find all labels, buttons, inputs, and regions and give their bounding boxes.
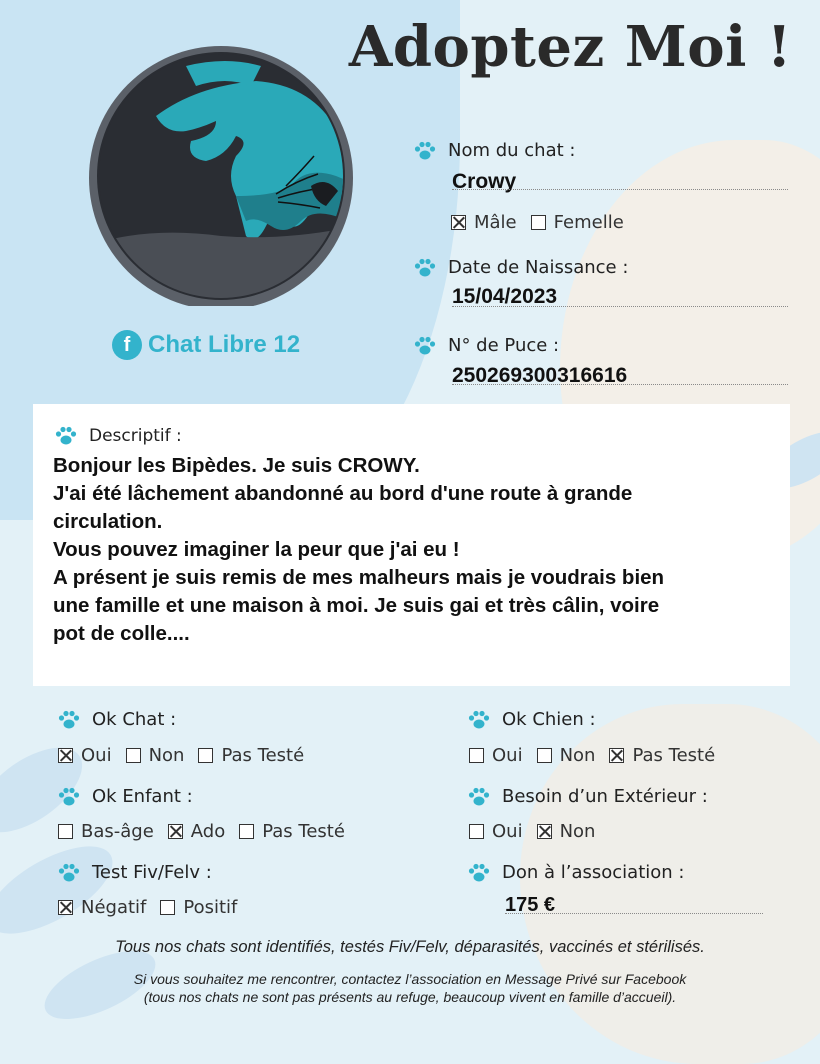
fiv-option-positif[interactable]: Positif bbox=[160, 897, 237, 918]
checkbox-icon[interactable] bbox=[537, 824, 552, 839]
exterieur-option-non[interactable]: Non bbox=[537, 821, 596, 842]
naissance-value: 15/04/2023 bbox=[452, 285, 558, 308]
checkbox-icon[interactable] bbox=[58, 900, 73, 915]
ok-enfant-option-bas-age[interactable]: Bas-âge bbox=[58, 821, 154, 842]
ok-chien-label-row bbox=[468, 709, 596, 730]
descriptif-line: J'ai été lâchement abandonné au bord d'une route à grande bbox=[53, 482, 633, 505]
footer-contact-line: (tous nos chats ne sont pas présents au refuge, beaucoup vivent en famille d’accueil). bbox=[143, 989, 677, 1005]
nom-underline bbox=[452, 189, 788, 190]
checkbox-icon[interactable] bbox=[451, 215, 466, 230]
background-leaf bbox=[0, 829, 126, 951]
ok-chat-options bbox=[58, 745, 310, 766]
ok-chat-option-oui[interactable]: Oui bbox=[58, 745, 112, 766]
checkbox-icon[interactable] bbox=[58, 824, 73, 839]
exterieur-option-oui[interactable]: Oui bbox=[469, 821, 523, 842]
exterieur-options bbox=[469, 821, 601, 842]
descriptif-text bbox=[53, 452, 773, 648]
paw-icon bbox=[58, 863, 80, 883]
footer-contact bbox=[0, 970, 820, 1006]
checkbox-icon[interactable] bbox=[531, 215, 546, 230]
facebook-name: Chat Libre 12 bbox=[148, 331, 301, 358]
paw-icon bbox=[414, 141, 436, 161]
descriptif-line: Vous pouvez imaginer la peur que j'ai eu ! bbox=[53, 538, 460, 561]
fiv-option-negatif[interactable]: Négatif bbox=[58, 897, 146, 918]
ok-chat-option-non[interactable]: Non bbox=[126, 745, 185, 766]
sexe-option-male[interactable]: Mâle bbox=[451, 212, 517, 233]
don-value: 175 € bbox=[505, 894, 556, 916]
ok-enfant-label-row bbox=[58, 786, 193, 807]
exterieur-label-row bbox=[468, 786, 708, 807]
don-underline bbox=[505, 913, 763, 914]
paw-icon bbox=[58, 787, 80, 807]
page-title: Adoptez Moi ! bbox=[348, 14, 792, 80]
paw-icon bbox=[414, 258, 436, 278]
footer-note: Tous nos chats sont identifiés, testés Fiv/Felv, déparasités, vaccinés et stérilisés. bbox=[115, 938, 705, 956]
sexe-options bbox=[451, 212, 630, 233]
paw-icon bbox=[55, 426, 77, 446]
ok-chien-option-non[interactable]: Non bbox=[537, 745, 596, 766]
puce-label-row bbox=[414, 335, 559, 356]
nom-value: Crowy bbox=[452, 170, 517, 193]
descriptif-box bbox=[33, 404, 790, 686]
don-label: Don à l’association : bbox=[502, 862, 685, 883]
descriptif-label: Descriptif : bbox=[89, 426, 182, 446]
fiv-label: Test Fiv/Felv : bbox=[92, 862, 212, 883]
descriptif-line: pot de colle.... bbox=[53, 622, 190, 645]
puce-label: N° de Puce : bbox=[448, 335, 560, 356]
fiv-options bbox=[58, 897, 243, 918]
ok-chat-option-pas-teste[interactable]: Pas Testé bbox=[198, 745, 304, 766]
paw-icon bbox=[58, 710, 80, 730]
checkbox-icon[interactable] bbox=[58, 748, 73, 763]
descriptif-line: une famille et une maison à moi. Je suis gai et très câlin, voire bbox=[53, 594, 660, 617]
descriptif-line: circulation. bbox=[53, 510, 163, 533]
ok-enfant-options bbox=[58, 821, 351, 842]
descriptif-label-row bbox=[55, 426, 182, 446]
nom-label-row bbox=[414, 140, 575, 161]
sexe-option-female[interactable]: Femelle bbox=[531, 212, 624, 233]
checkbox-icon[interactable] bbox=[469, 824, 484, 839]
ok-chien-label: Ok Chien : bbox=[502, 709, 596, 730]
checkbox-icon[interactable] bbox=[160, 900, 175, 915]
checkbox-icon[interactable] bbox=[198, 748, 213, 763]
fiv-label-row bbox=[58, 862, 212, 883]
ok-chat-label-row bbox=[58, 709, 176, 730]
descriptif-line: Bonjour les Bipèdes. Je suis CROWY. bbox=[53, 454, 420, 477]
checkbox-icon[interactable] bbox=[126, 748, 141, 763]
ok-enfant-option-pas-teste[interactable]: Pas Testé bbox=[239, 821, 345, 842]
paw-icon bbox=[468, 787, 490, 807]
naissance-underline bbox=[452, 306, 788, 307]
checkbox-icon[interactable] bbox=[537, 748, 552, 763]
cat-logo-icon bbox=[86, 46, 356, 306]
facebook-link[interactable] bbox=[112, 330, 300, 360]
footer-contact-line: Si vous souhaitez me rencontrer, contactez l’association en Message Privé sur Facebook bbox=[133, 971, 687, 987]
ok-chien-option-oui[interactable]: Oui bbox=[469, 745, 523, 766]
paw-icon bbox=[414, 336, 436, 356]
naissance-label: Date de Naissance : bbox=[448, 257, 629, 278]
ok-enfant-option-ado[interactable]: Ado bbox=[168, 821, 225, 842]
paw-icon bbox=[468, 710, 490, 730]
ok-enfant-label: Ok Enfant : bbox=[92, 786, 193, 807]
checkbox-icon[interactable] bbox=[609, 748, 624, 763]
puce-underline bbox=[452, 384, 788, 385]
nom-label: Nom du chat : bbox=[448, 140, 576, 161]
don-label-row bbox=[468, 862, 684, 883]
puce-value: 250269300316616 bbox=[452, 364, 628, 387]
ok-chat-label: Ok Chat : bbox=[92, 709, 177, 730]
ok-chien-option-pas-teste[interactable]: Pas Testé bbox=[609, 745, 715, 766]
checkbox-icon[interactable] bbox=[239, 824, 254, 839]
exterieur-label: Besoin d’un Extérieur : bbox=[502, 786, 708, 807]
ok-chien-options bbox=[469, 745, 721, 766]
checkbox-icon[interactable] bbox=[469, 748, 484, 763]
paw-icon bbox=[468, 863, 490, 883]
facebook-icon: f bbox=[112, 330, 142, 360]
naissance-label-row bbox=[414, 257, 628, 278]
descriptif-line: A présent je suis remis de mes malheurs mais je voudrais bien bbox=[53, 566, 665, 589]
checkbox-icon[interactable] bbox=[168, 824, 183, 839]
